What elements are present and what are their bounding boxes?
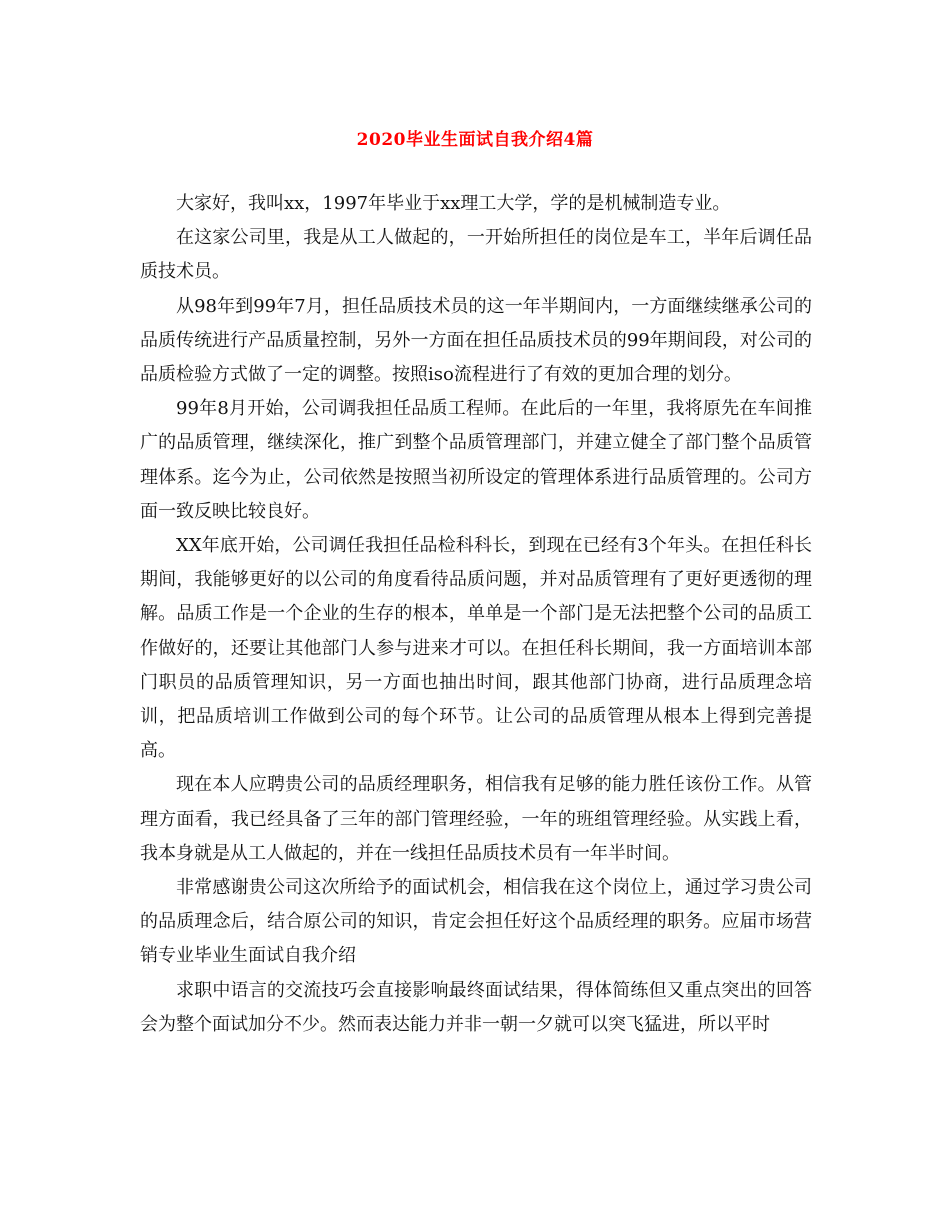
paragraph-section-chief: XX年底开始，公司调任我担任品检科科长，到现在已经有3个年头。在担任科长期间，我能够更好的以公司的角度看待品质问题，并对品质管理有了更好更透彻的理解。品质工作是一个企业的生存的根本，单单是一个部门是无法把整个公司的品质工作做好的，还要让其他部门人参与进来才可以。在担任科长期间，我一方面培训本部门职员的品质管理知识，另一方面也抽出时间，跟其他部门协商，进行品质理念培训，把品质培训工作做到公司的每个环节。让公司的品质管理从根本上得到完善提高。 [140, 535, 812, 762]
paragraph-application: 现在本人应聘贵公司的品质经理职务，相信我有足够的能力胜任该份工作。从管理方面看，我已经具备了三年的部门管理经验，一年的班组管理经验。从实践上看，我本身就是从工人做起的，并在一线担任品质技术员有一年半时间。 [140, 774, 812, 864]
paragraph-thanks: 非常感谢贵公司这次所给予的面试机会，相信我在这个岗位上，通过学习贵公司的品质理念后，结合原公司的知识，肯定会担任好这个品质经理的职务。应届市场营销专业毕业生面试自我介绍 [140, 877, 812, 967]
paragraph-intro: 大家好，我叫xx，1997年毕业于xx理工大学，学的是机械制造专业。 [176, 193, 731, 214]
paragraph-quality-engineer: 99年8月开始，公司调我担任品质工程师。在此后的一年里，我将原先在车间推广的品质管理，继续深化，推广到整个品质管理部门，并建立健全了部门整个品质管理体系。迄今为止，公司依然是按照当初所设定的管理体系进行品质管理的。公司方面一致反映比较良好。 [140, 398, 812, 522]
paragraph-quality-technician: 从98年到99年7月，担任品质技术员的这一年半期间内，一方面继续继承公司的品质传统进行产品质量控制，另外一方面在担任品质技术员的99年期间段，对公司的品质检验方式做了一定的调整。按照iso流程进行了有效的更加合理的划分。 [140, 295, 812, 386]
paragraph-start-as-worker: 在这家公司里，我是从工人做起的，一开始所担任的岗位是车工，半年后调任品质技术员。 [140, 227, 812, 283]
document-title: 2020毕业生面试自我介绍4篇 [356, 130, 594, 150]
paragraph-communication-skills: 求职中语言的交流技巧会直接影响最终面试结果，得体简练但又重点突出的回答会为整个面试加分不少。然而表达能力并非一朝一夕就可以突飞猛进，所以平时 [140, 979, 812, 1035]
document-body [140, 187, 812, 1042]
